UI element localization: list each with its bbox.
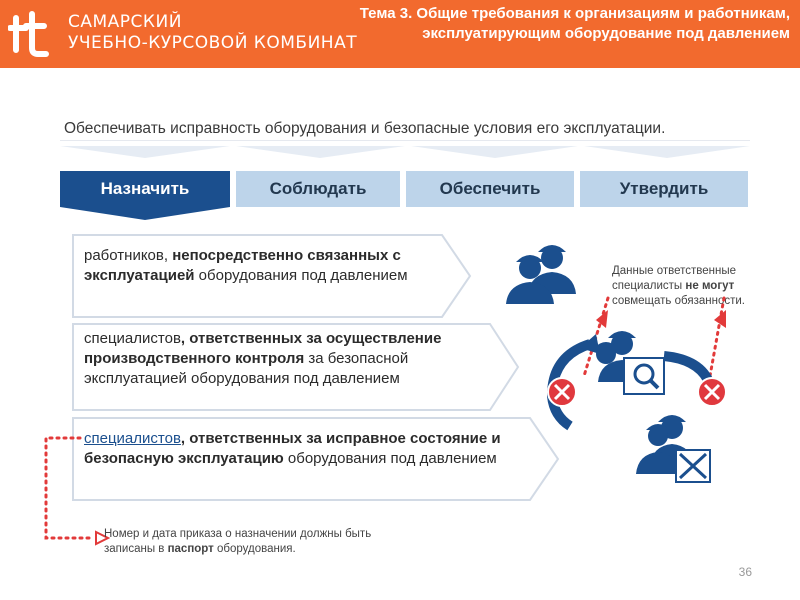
note-bold: паспорт bbox=[167, 543, 214, 555]
topic-subtitle: Обязанности организаций bbox=[633, 66, 790, 80]
tab-label: Назначить bbox=[100, 179, 190, 198]
item-text-plain: за безопасной эксплуатацией оборудования под давлением bbox=[84, 350, 409, 387]
item-text bbox=[84, 246, 454, 286]
chevron-strip bbox=[60, 146, 750, 160]
inspector-icon bbox=[594, 331, 664, 394]
list-item bbox=[72, 417, 560, 501]
dotted-arrow bbox=[710, 298, 724, 376]
dotted-connector bbox=[40, 434, 110, 546]
cross-icon bbox=[548, 378, 576, 406]
tab-label: Утвердить bbox=[619, 179, 709, 198]
item-text-plain: оборудования под давлением bbox=[194, 267, 408, 284]
list-item bbox=[72, 234, 472, 318]
page-number: 36 bbox=[738, 565, 752, 579]
topic-title: Тема 3. Общие требования к организациям и работникам, эксплуатирующим оборудование под давлением bbox=[359, 5, 790, 42]
item-text-bold: непосредственно связанных с эксплуатацией bbox=[84, 247, 401, 284]
intro-text: Обеспечивать исправность оборудования и безопасные условия его эксплуатации. bbox=[64, 120, 666, 137]
passport-note bbox=[104, 527, 374, 557]
item-text-plain: оборудования под давлением bbox=[283, 450, 497, 467]
responsibility-diagram bbox=[500, 236, 790, 486]
active-tab-pointer bbox=[60, 207, 230, 221]
item-text bbox=[84, 429, 524, 469]
item-text-bold: , ответственных за осуществление производственного контроля bbox=[84, 330, 442, 367]
cross-icon bbox=[698, 378, 726, 406]
tab-ensure[interactable] bbox=[406, 171, 574, 207]
logo-line-1: САМАРСКИЙ bbox=[68, 12, 182, 32]
divider bbox=[60, 140, 750, 141]
engineer-icon bbox=[636, 415, 710, 482]
list-item bbox=[72, 323, 520, 411]
item-text-plain: работников, bbox=[84, 247, 173, 264]
header-bar bbox=[0, 0, 800, 80]
logo-mark bbox=[8, 8, 60, 60]
tab-approve[interactable] bbox=[580, 171, 748, 207]
item-text-bold: , ответственных за исправное состояние и безопасную эксплуатацию bbox=[84, 430, 501, 467]
item-text-plain: специалистов bbox=[84, 330, 181, 347]
note-bold: не могут bbox=[685, 280, 735, 292]
note-text: оборудования. bbox=[213, 543, 296, 555]
item-text bbox=[84, 329, 504, 389]
tab-appoint[interactable] bbox=[60, 171, 230, 207]
workers-icon bbox=[506, 245, 576, 304]
tab-observe[interactable] bbox=[236, 171, 400, 207]
item-text-link[interactable]: специалистов bbox=[84, 430, 181, 447]
tab-label: Обеспечить bbox=[439, 179, 541, 198]
logo-line-2: УЧЕБНО-КУРСОВОЙ КОМБИНАТ bbox=[68, 33, 358, 53]
logo-text bbox=[68, 12, 357, 54]
tab-label: Соблюдать bbox=[269, 179, 367, 198]
note-text: совмещать обязанности. bbox=[612, 295, 745, 307]
note-text: Данные ответственные специалисты bbox=[612, 265, 737, 292]
note-text: Номер и дата приказа о назначении должны быть записаны в bbox=[104, 528, 372, 555]
